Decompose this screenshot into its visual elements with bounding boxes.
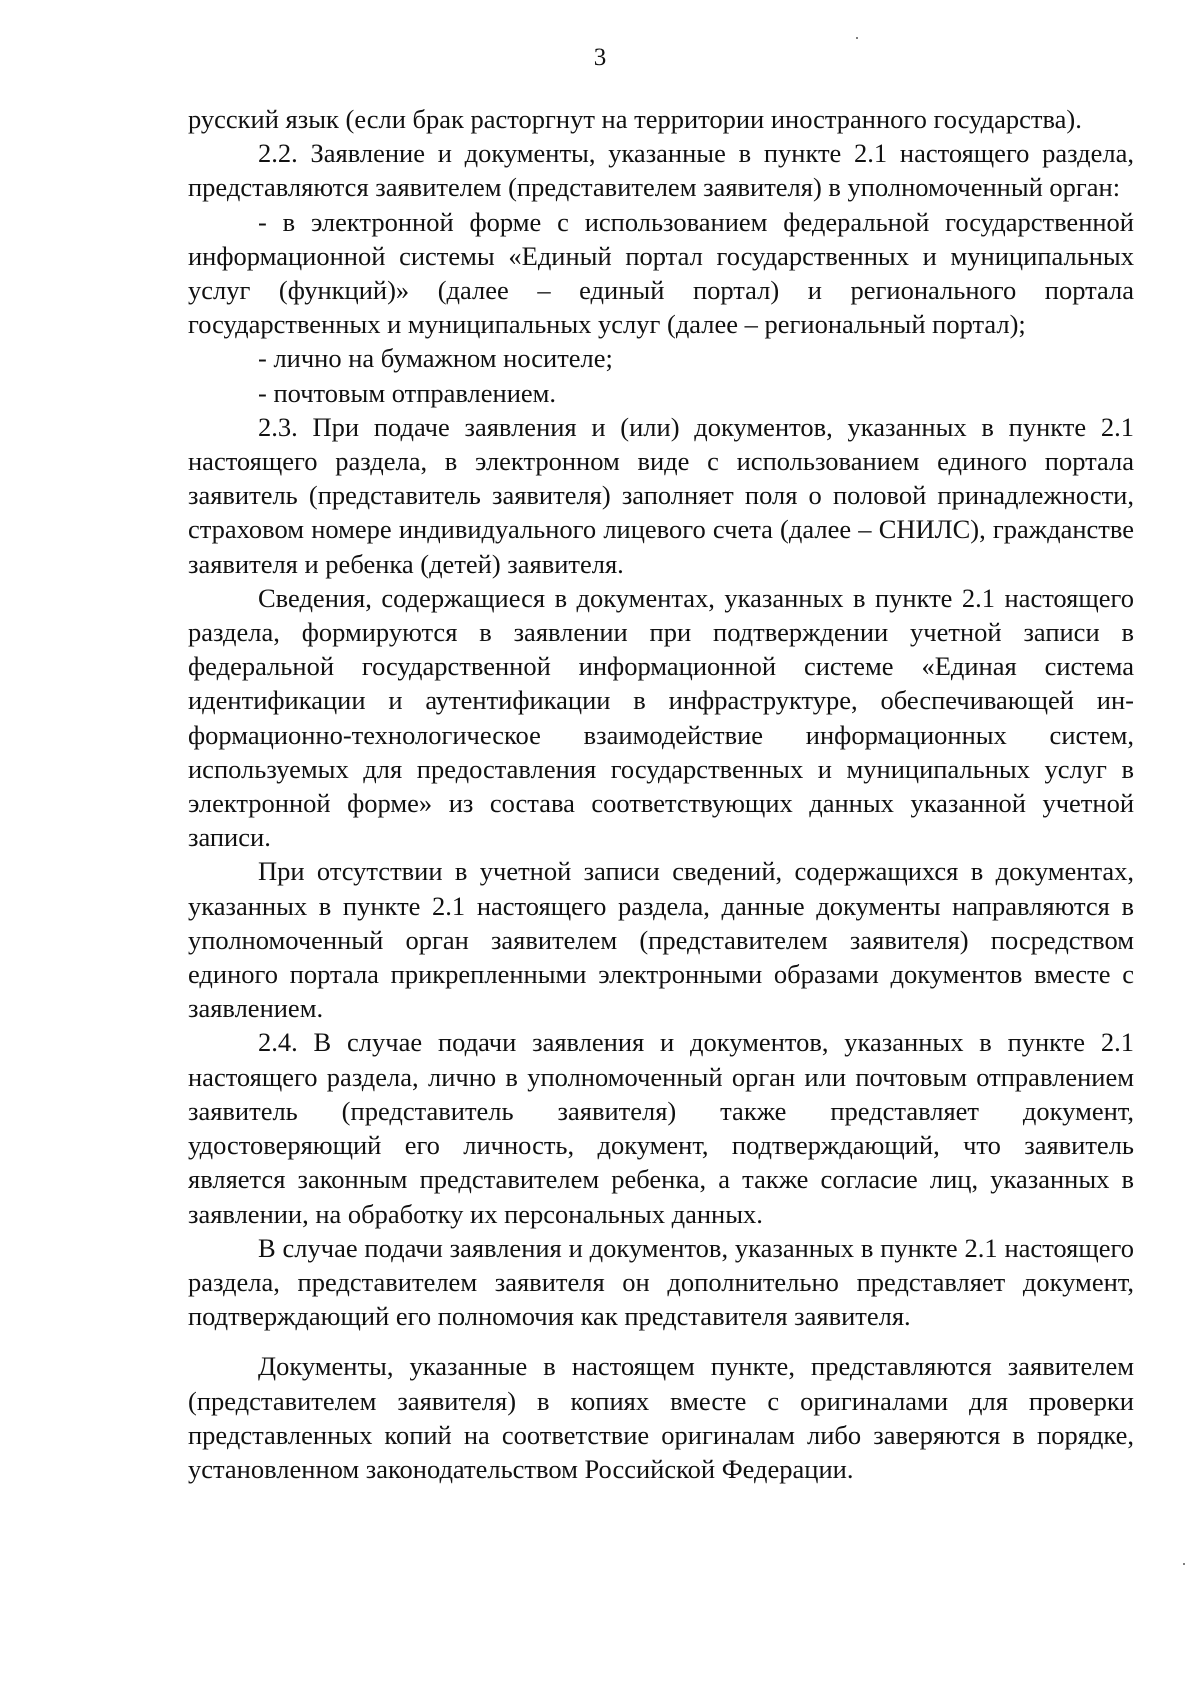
list-item-paper: - лично на бумажном носителе; — [258, 343, 613, 374]
paragraph-account-data: Сведения, содержащиеся в документах, указанных в пункте 2.1 настоящего раздела, формируются в заявлении при подтверждении учетной записи в федеральной государственной информационной системе «Единая система идентификации и аутентификации в инфраструктуре, обеспечивающей информационно-технологическое взаимодействие информационных систем, используемых для предоставления государственных и муниципальных услуг в электронной форме» из состава соответствующих данных указанной учетной записи. — [188, 582, 1134, 853]
paragraph-2-4: 2.4. В случае подачи заявления и документов, указанных в пункте 2.1 настоящего раздела, лично в уполномоченный орган или почтовым отправлением заявитель (представитель заявителя) также представляет документ, удостоверяющий его личность, документ, подтверждающий, что заявитель является законным представителем ребенка, а также согласие лиц, указанных в заявлении, на обработку их персональных данных. — [188, 1027, 1134, 1229]
paragraph-copies: Документы, указанные в настоящем пункте, представляются заявителем (представителем заявителя) в копиях вместе с оригиналами для проверки представленных копий на соответствие оригиналам либо заверяются в порядке, установленном законодательством Российской Федерации. — [188, 1351, 1134, 1484]
paragraph-continuation: русский язык (если брак расторгнут на территории иностранного государства). — [188, 104, 1082, 134]
scan-speck — [1183, 1563, 1185, 1565]
paragraph-missing-data: При отсутствии в учетной записи сведений, содержащихся в документах, указанных в пункте 2.1 настоящего раздела, данные документы направляются в уполномоченный орган заявителем (представителем заявителя) посредством единого портала прикрепленными электронными образами документов вместе с заявлением. — [188, 856, 1134, 1024]
page-number: 3 — [593, 44, 607, 71]
scan-speck — [856, 37, 858, 39]
paragraph-2-2: 2.2. Заявление и документы, указанные в пункте 2.1 настоящего раздела, представляются заявителем (представителем заявителя) в уполномоченный орган: — [188, 138, 1134, 203]
paragraph-representative: В случае подачи заявления и документов, указанных в пункте 2.1 настоящего раздела, представителем заявителя он дополнительно представляет документ, подтверждающий его полномочия как представителя заявителя. — [188, 1232, 1134, 1332]
list-item-electronic-form: - в электронной форме с использованием федеральной государственной информационной системы «Единый портал государственных и муниципальных услуг (функций)» (далее – единый портал) и регионального портала государственных и муниципальных услуг (далее – региональный портал); — [188, 206, 1134, 340]
paragraph-2-3: 2.3. При подаче заявления и (или) документов, указанных в пункте 2.1 настоящего раздела, в электронном виде с использованием единого портала заявитель (представитель заявителя) заполняет поля о половой принадлежности, страховом номере индивидуального лицевого счета (далее – СНИЛС), гражданстве заявителя и ребенка (детей) заявителя. — [188, 411, 1134, 579]
document-body — [188, 102, 1134, 1486]
list-item-postal: - почтовым отправлением. — [258, 377, 557, 408]
